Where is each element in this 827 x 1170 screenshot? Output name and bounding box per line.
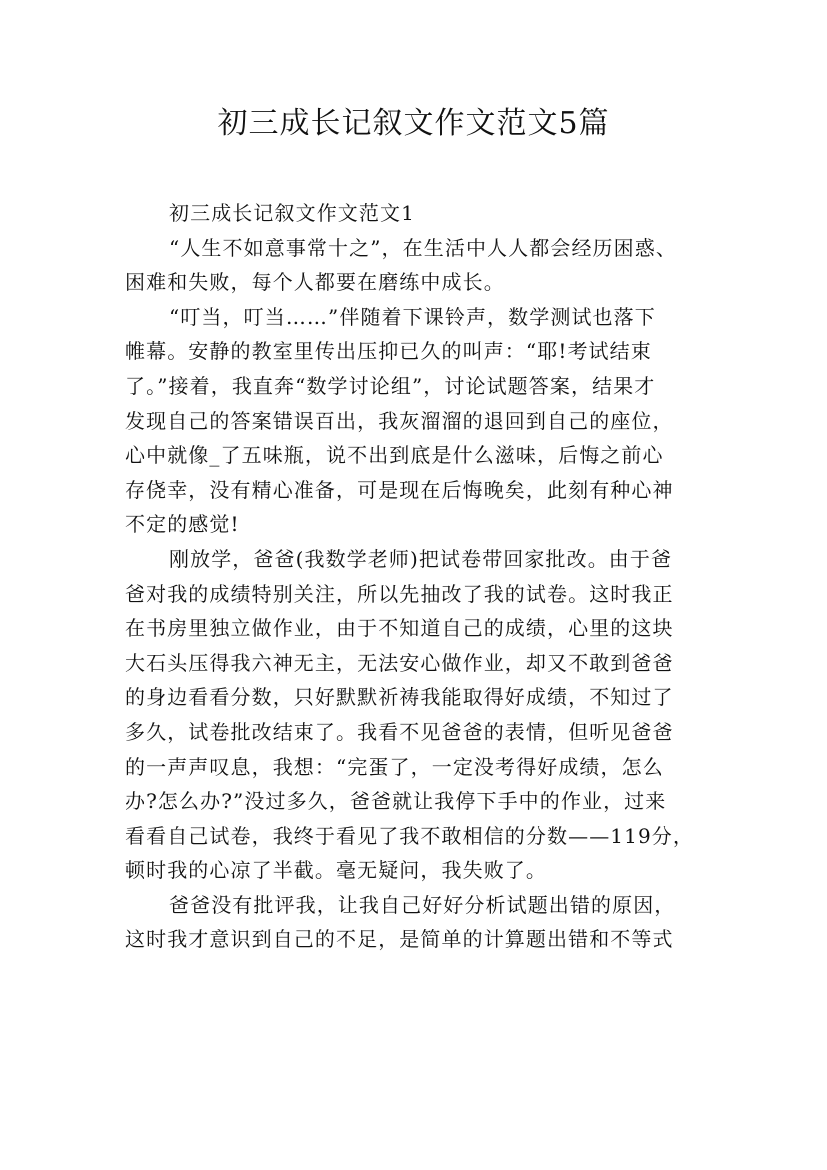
text-line: 初三成长记叙文作文范文1 bbox=[169, 201, 415, 225]
text-line: 看看自己试卷，我终于看见了我不敢相信的分数——119分， bbox=[125, 823, 694, 848]
text-line: 存侥幸，没有精心准备，可是现在后悔晚矣，此刻有种心神 bbox=[125, 477, 674, 502]
document-body bbox=[125, 196, 715, 957]
text-line: 爸对我的成绩特别关注，所以先抽改了我的试卷。这时我正 bbox=[125, 581, 674, 606]
text-line: 帷幕。安静的教室里传出压抑已久的叫声：“耶!考试结束 bbox=[125, 339, 652, 364]
text-line: 困难和失败，每个人都要在磨练中成长。 bbox=[125, 270, 505, 295]
text-line: 的一声声叹息，我想：“完蛋了，一定没考得好成绩，怎么 bbox=[125, 754, 664, 779]
text-line: 刚放学，爸爸(我数学老师)把试卷带回家批改。由于爸 bbox=[169, 546, 673, 571]
text-line: “叮当，叮当……”伴随着下课铃声，数学测试也落下 bbox=[169, 304, 656, 329]
text-line: 这时我才意识到自己的不足，是简单的计算题出错和不等式 bbox=[125, 927, 674, 952]
text-line: 在书房里独立做作业，由于不知道自己的成绩，心里的这块 bbox=[125, 616, 674, 641]
text-line: 心中就像_了五味瓶，说不出到底是什么滋味，后悔之前心 bbox=[125, 443, 664, 468]
text-line: “人生不如意事常十之”，在生活中人人都会经历困惑、 bbox=[169, 235, 677, 260]
text-line: 了。”接着，我直奔“数学讨论组”，讨论试题答案，结果才 bbox=[125, 373, 656, 398]
text-line: 办?怎么办?”没过多久，爸爸就让我停下手中的作业，过来 bbox=[125, 789, 667, 814]
document-title: 初三成长记叙文作文范文5篇 bbox=[217, 106, 610, 141]
text-line: 不定的感觉! bbox=[125, 512, 240, 537]
text-line: 的身边看看分数，只好默默祈祷我能取得好成绩，不知过了 bbox=[125, 685, 674, 710]
text-line: 顿时我的心凉了半截。毫无疑问，我失败了。 bbox=[125, 858, 547, 883]
text-line: 多久，试卷批改结束了。我看不见爸爸的表情，但听见爸爸 bbox=[125, 719, 674, 744]
text-line: 大石头压得我六神无主，无法安心做作业，却又不敢到爸爸 bbox=[125, 650, 674, 675]
text-line: 发现自己的答案错误百出，我灰溜溜的退回到自己的座位， bbox=[125, 408, 674, 433]
text-line: 爸爸没有批评我，让我自己好好分析试题出错的原因， bbox=[169, 892, 676, 917]
